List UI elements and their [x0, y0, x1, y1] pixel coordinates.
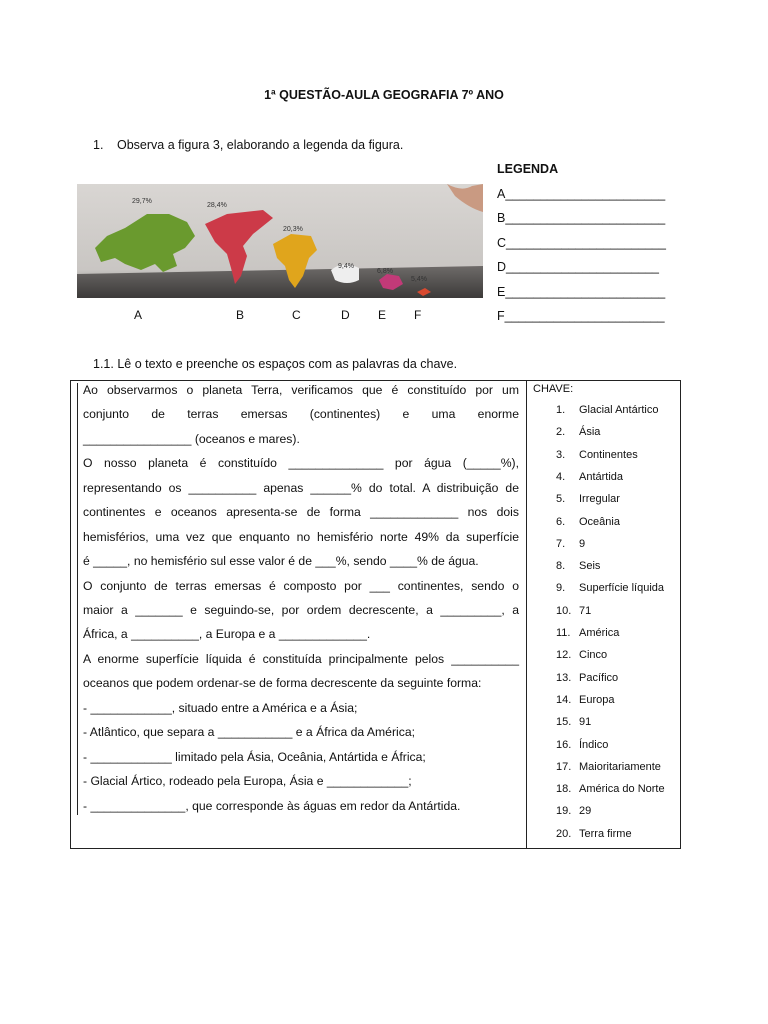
key-item-label: Cinco	[579, 649, 608, 662]
text-line: ________________ (oceanos e mares).	[83, 432, 300, 446]
text-line: é _____, no hemisfério sul esse valor é de ___%, sendo ____% de água.	[83, 554, 479, 568]
text-line: - ____________, situado entre a América e a Ásia;	[83, 701, 358, 715]
legend-line-a: A_______________________	[497, 187, 666, 201]
legend-line-c: C_______________________	[497, 236, 666, 250]
percent-label-asia: 29,7%	[132, 198, 152, 205]
key-item-number: 7.	[556, 537, 566, 550]
key-item-number: 4.	[556, 470, 566, 483]
question-1	[93, 138, 403, 152]
percent-label-europe: 6,8%	[377, 268, 393, 275]
key-item	[556, 783, 665, 795]
key-item	[556, 627, 619, 639]
key-item-label: Pacífico	[579, 671, 619, 684]
text-line: - Atlântico, que separa a ___________ e a África da América;	[83, 725, 415, 739]
key-item-number: 1.	[556, 404, 566, 416]
key-item	[556, 739, 608, 751]
key-item-label: Maioritariamente	[579, 760, 661, 773]
key-item-label: 91	[579, 716, 592, 729]
key-item	[556, 516, 620, 528]
key-item	[556, 449, 638, 461]
figure-letter-e: E	[378, 308, 387, 322]
key-item	[556, 426, 600, 438]
key-item-label: Índico	[579, 738, 609, 751]
text-line: A enorme superfície líquida é constituída principalmente pelos __________	[83, 652, 519, 666]
key-item	[556, 404, 658, 416]
key-item-number: 15.	[556, 716, 572, 729]
key-item	[556, 716, 591, 728]
text-line: O conjunto de terras emersas é composto por ___ continentes, sendo o	[83, 579, 519, 593]
key-item	[556, 560, 600, 572]
key-item-label: Europa	[579, 693, 615, 706]
figure-letter-d: D	[341, 308, 350, 322]
key-item-number: 17.	[556, 760, 572, 773]
key-item	[556, 672, 618, 684]
percent-label-oceania: 5,4%	[411, 276, 427, 283]
key-item	[556, 493, 620, 505]
text-margin-line	[77, 383, 78, 815]
text-line: - ____________ limitado pela Ásia, Oceânia, Antártida e África;	[83, 750, 426, 764]
question-1-number: 1.	[93, 138, 104, 152]
continents-figure	[77, 184, 483, 298]
percent-label-africa: 20,3%	[283, 226, 303, 233]
key-item-label: Continentes	[579, 448, 638, 461]
figure-letter-c: C	[292, 308, 301, 322]
key-item-label: Seis	[579, 560, 601, 573]
percent-label-antarctica: 9,4%	[338, 263, 354, 270]
key-item-number: 14.	[556, 693, 572, 706]
key-item-number: 16.	[556, 738, 572, 751]
key-item-number: 18.	[556, 783, 572, 796]
box-divider	[526, 380, 527, 849]
key-item-label: 29	[579, 805, 592, 818]
key-item	[556, 538, 585, 550]
key-item	[556, 828, 632, 840]
key-item-number: 11.	[556, 627, 571, 639]
figure-letter-a: A	[134, 308, 143, 322]
figure-letter-b: B	[236, 308, 245, 322]
text-line: África, a __________, a Europa e a _____________.	[83, 627, 371, 641]
key-item-label: Ásia	[579, 426, 601, 439]
percent-label-america: 28,4%	[207, 202, 227, 209]
text-line: maior a _______ e seguindo-se, por ordem decrescente, a _________, a	[83, 603, 519, 617]
key-item-number: 2.	[556, 426, 566, 439]
key-item-label: América	[579, 627, 620, 639]
page-title: 1ª QUESTÃO-AULA GEOGRAFIA 7º ANO	[264, 88, 504, 102]
key-item-label: Terra firme	[579, 827, 632, 840]
key-item	[556, 805, 591, 817]
legend-line-d: D______________________	[497, 260, 659, 274]
key-item-label: América do Norte	[579, 783, 665, 796]
legend-line-f: F_______________________	[497, 309, 665, 323]
key-item-number: 5.	[556, 493, 566, 506]
text-line: continentes e oceanos apresenta-se de forma _____________ nos dois	[83, 505, 519, 519]
question-1-text: Observa a figura 3, elaborando a legenda da figura.	[117, 138, 404, 152]
key-item-number: 12.	[556, 649, 572, 662]
question-1-1: 1.1. Lê o texto e preenche os espaços com as palavras da chave.	[93, 357, 458, 371]
key-item-number: 20.	[556, 827, 572, 840]
text-line: oceanos que podem ordenar-se de forma decrescente da seguinte forma:	[83, 676, 482, 690]
text-line: O nosso planeta é constituído ______________ por água (_____%),	[83, 456, 519, 470]
key-item	[556, 605, 591, 617]
legend-line-b: B_______________________	[497, 211, 666, 225]
key-item-label: 71	[579, 604, 592, 617]
key-item	[556, 761, 661, 773]
key-item-number: 19.	[556, 805, 572, 818]
key-title: CHAVE:	[533, 383, 574, 395]
key-item	[556, 649, 607, 661]
key-item-label: Irregular	[579, 493, 620, 506]
text-line: - Glacial Ártico, rodeado pela Europa, Ásia e ____________;	[83, 774, 412, 788]
text-line: representando os __________ apenas ______% do total. A distribuição de	[83, 481, 519, 495]
key-item-label: Antártida	[579, 470, 624, 483]
key-item-number: 6.	[556, 515, 566, 528]
key-item-label: Oceânia	[579, 515, 620, 528]
legend-title: LEGENDA	[497, 162, 559, 176]
key-item-number: 13.	[556, 671, 572, 684]
key-item-number: 10.	[556, 604, 572, 617]
key-item-number: 3.	[556, 448, 566, 461]
key-item-label: Superfície líquida	[579, 582, 664, 595]
legend-line-e: E_______________________	[497, 285, 666, 299]
key-item	[556, 471, 623, 483]
key-item-label: 9	[579, 537, 586, 550]
key-item-number: 8.	[556, 560, 566, 573]
text-line: - ______________, que corresponde às águas em redor da Antártida.	[83, 799, 461, 813]
key-item	[556, 582, 664, 594]
text-line: conjunto de terras emersas (continentes) e uma enorme	[83, 407, 519, 421]
key-item-number: 9.	[556, 582, 566, 595]
text-line: hemisférios, uma vez que enquanto no hemisfério norte 49% da superfície	[83, 530, 519, 544]
figure-letter-f: F	[414, 308, 422, 322]
text-line: Ao observarmos o planeta Terra, verificamos que é constituído por um	[83, 383, 519, 397]
key-item	[556, 694, 614, 706]
key-item-label: Glacial Antártico	[579, 404, 659, 416]
